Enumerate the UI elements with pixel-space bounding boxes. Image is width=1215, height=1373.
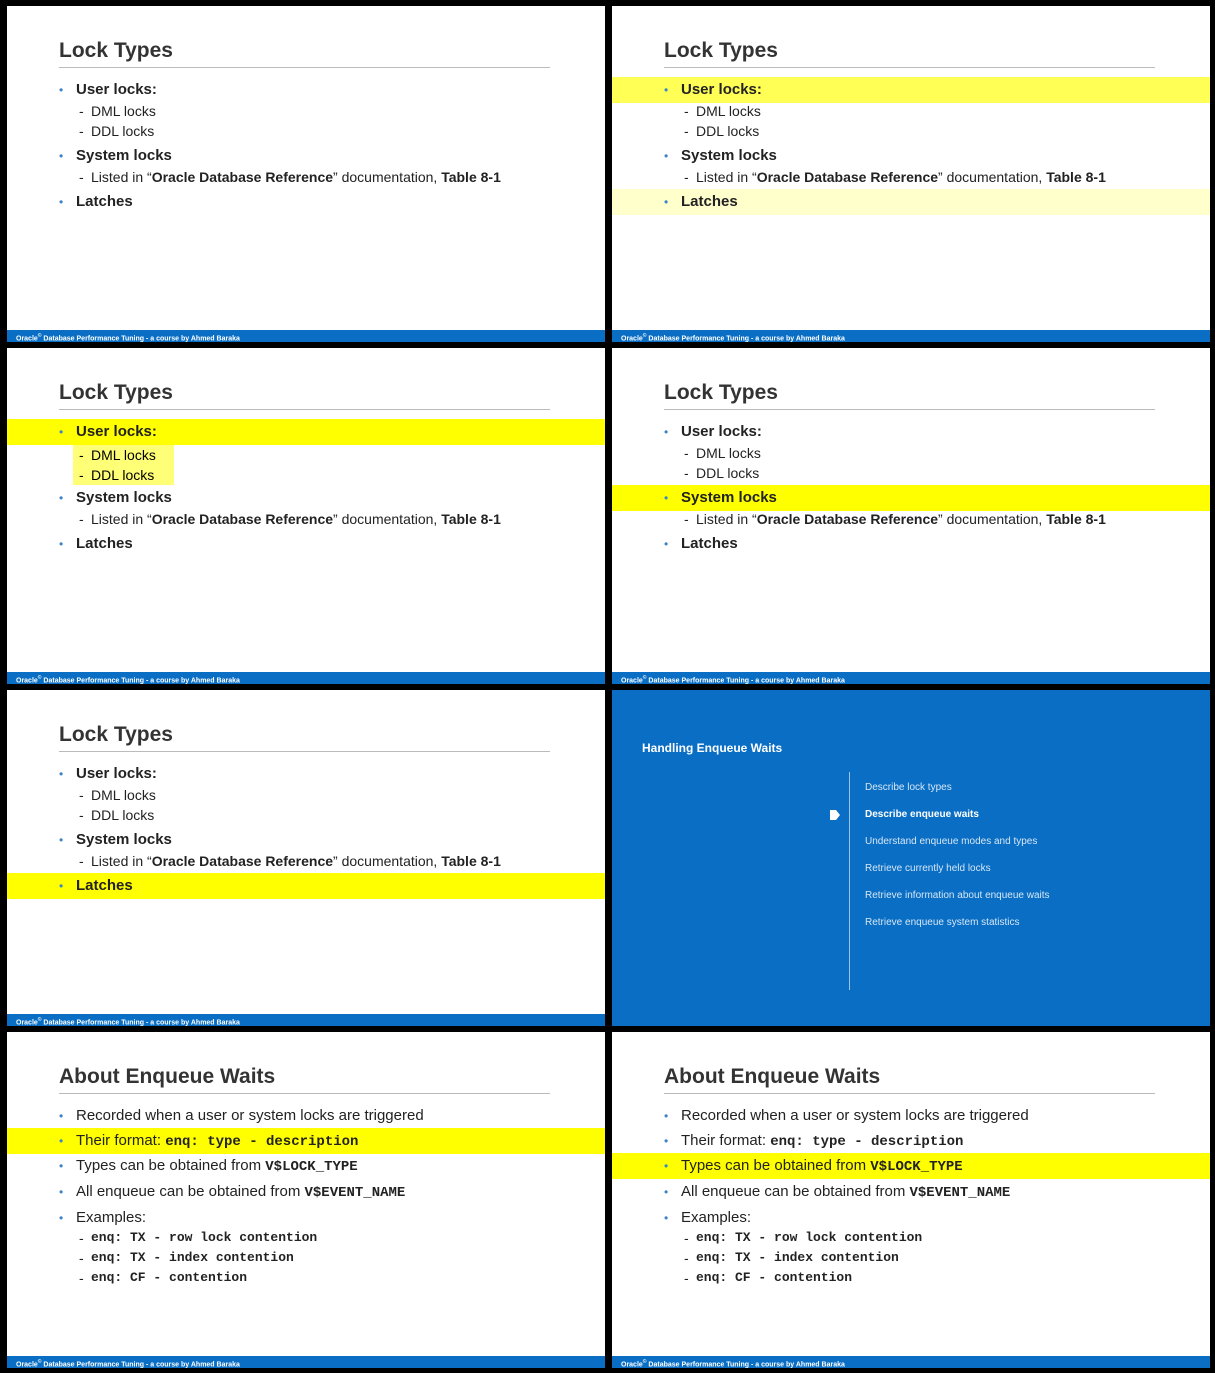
bullet-system-locks: • System locks bbox=[612, 143, 1210, 169]
bullet-format: • Their format: enq: type - description bbox=[612, 1128, 1210, 1154]
user-locks-text: User locks: bbox=[681, 81, 762, 98]
sub-ddl: - DDL locks bbox=[79, 807, 155, 823]
current-item-arrow-icon bbox=[829, 809, 841, 821]
bullet-user-locks: • User locks: bbox=[7, 761, 605, 787]
listed-prefix: Listed in “ bbox=[696, 511, 757, 527]
footer-text: Database Performance Tuning - a course by Ahmed Baraka bbox=[41, 335, 240, 342]
listed-mid: ” documentation, bbox=[938, 169, 1047, 185]
types-prefix: Types can be obtained from bbox=[681, 1157, 871, 1174]
examples-text: Examples: bbox=[681, 1209, 752, 1226]
slide-lock-types-4 bbox=[612, 348, 1210, 684]
footer-sup: © bbox=[37, 1359, 42, 1365]
ddl-text: DDL locks bbox=[91, 123, 155, 139]
slide-lock-types-5 bbox=[7, 690, 605, 1026]
footer-text: Database Performance Tuning - a course by Ahmed Baraka bbox=[646, 1361, 845, 1368]
footer-sup: © bbox=[37, 675, 42, 681]
all-prefix: All enqueue can be obtained from bbox=[681, 1183, 910, 1200]
format-code: enq: type - description bbox=[770, 1134, 964, 1150]
listed-ref: Oracle Database Reference bbox=[151, 511, 334, 527]
listed-text bbox=[91, 851, 501, 871]
example-2: - enq: TX - index contention bbox=[684, 1250, 899, 1266]
slide-footer bbox=[7, 672, 605, 684]
user-locks-text: User locks: bbox=[76, 81, 157, 98]
footer-text: Database Performance Tuning - a course by Ahmed Baraka bbox=[41, 1019, 240, 1026]
slide-title: Lock Types bbox=[664, 39, 1155, 68]
bullet-latches: • Latches bbox=[612, 531, 1210, 557]
sub-listed: - Listed in “Oracle Database Reference” documentation, Table 8-1 bbox=[79, 853, 501, 869]
sub-ddl: - DDL locks bbox=[684, 123, 760, 139]
bullet-user-locks: • User locks: bbox=[7, 419, 605, 445]
bullet-latches: • Latches bbox=[612, 189, 1210, 215]
bullet-user-locks: • User locks: bbox=[612, 77, 1210, 103]
listed-text bbox=[696, 509, 1106, 529]
listed-text bbox=[696, 167, 1106, 187]
bullet-system-locks: • System locks bbox=[7, 485, 605, 511]
example-1: - enq: TX - row lock contention bbox=[79, 1230, 318, 1246]
slide-footer bbox=[7, 1014, 605, 1026]
example-2-text: enq: TX - index contention bbox=[696, 1250, 899, 1265]
examples-text: Examples: bbox=[76, 1209, 147, 1226]
listed-mid: ” documentation, bbox=[333, 853, 442, 869]
footer-sup: © bbox=[37, 1017, 42, 1023]
format-text bbox=[681, 1128, 963, 1155]
agenda-item-enqueue-info: Retrieve information about enqueue waits bbox=[865, 890, 1050, 901]
all-enqueue-text bbox=[681, 1179, 1010, 1206]
all-code: V$EVENT_NAME bbox=[304, 1185, 406, 1201]
agenda-title: Handling Enqueue Waits bbox=[642, 741, 783, 755]
listed-text bbox=[91, 167, 501, 187]
listed-mid: ” documentation, bbox=[333, 169, 442, 185]
sub-dml: - DML locks bbox=[79, 103, 156, 119]
system-locks-text: System locks bbox=[681, 147, 777, 164]
bullet-examples: • Examples: bbox=[7, 1205, 605, 1231]
bullet-types: • Types can be obtained from V$LOCK_TYPE bbox=[7, 1153, 605, 1179]
example-2: - enq: TX - index contention bbox=[79, 1250, 294, 1266]
agenda-item-enqueue-modes: Understand enqueue modes and types bbox=[865, 836, 1038, 847]
latches-text: Latches bbox=[681, 193, 738, 210]
system-locks-text: System locks bbox=[681, 489, 777, 506]
example-1: - enq: TX - row lock contention bbox=[684, 1230, 923, 1246]
recorded-text: Recorded when a user or system locks are triggered bbox=[76, 1107, 424, 1124]
slide-footer bbox=[612, 330, 1210, 342]
listed-prefix: Listed in “ bbox=[91, 511, 152, 527]
listed-table: Table 8-1 bbox=[1046, 169, 1106, 185]
slide-footer bbox=[7, 330, 605, 342]
bullet-recorded: • Recorded when a user or system locks are triggered bbox=[612, 1103, 1210, 1129]
bullet-latches: • Latches bbox=[7, 189, 605, 215]
bullet-user-locks: • User locks: bbox=[612, 419, 1210, 445]
slide-title: About Enqueue Waits bbox=[59, 1065, 550, 1094]
listed-text bbox=[91, 509, 501, 529]
listed-ref: Oracle Database Reference bbox=[151, 169, 334, 185]
slide-lock-types-3 bbox=[7, 348, 605, 684]
types-code: V$LOCK_TYPE bbox=[870, 1159, 963, 1175]
slide-lock-types-1 bbox=[7, 6, 605, 342]
types-text bbox=[76, 1153, 358, 1180]
sub-listed: - Listed in “Oracle Database Reference” documentation, Table 8-1 bbox=[79, 169, 501, 185]
format-prefix: Their format: bbox=[681, 1132, 771, 1149]
all-enqueue-text bbox=[76, 1179, 405, 1206]
footer-brand: Oracle bbox=[16, 335, 38, 342]
agenda-divider bbox=[849, 772, 850, 990]
footer-sup: © bbox=[642, 1359, 647, 1365]
listed-ref: Oracle Database Reference bbox=[756, 511, 939, 527]
listed-table: Table 8-1 bbox=[441, 169, 501, 185]
sub-dml: - DML locks bbox=[684, 445, 761, 461]
slide-footer bbox=[612, 1356, 1210, 1368]
agenda-item-held-locks: Retrieve currently held locks bbox=[865, 863, 991, 874]
types-prefix: Types can be obtained from bbox=[76, 1157, 266, 1174]
footer-sup: © bbox=[642, 675, 647, 681]
sub-dml: - DML locks bbox=[73, 445, 174, 465]
bullet-system-locks: • System locks bbox=[612, 485, 1210, 511]
bullet-all-enqueue: • All enqueue can be obtained from V$EVENT_NAME bbox=[612, 1179, 1210, 1205]
sub-dml: - DML locks bbox=[684, 103, 761, 119]
slide-agenda bbox=[612, 690, 1210, 1026]
bullet-format: • Their format: enq: type - description bbox=[7, 1128, 605, 1154]
ddl-text: DDL locks bbox=[696, 123, 760, 139]
sub-dml: - DML locks bbox=[79, 787, 156, 803]
ddl-text: DDL locks bbox=[91, 467, 155, 483]
bullet-latches: • Latches bbox=[7, 531, 605, 557]
dml-text: DML locks bbox=[91, 447, 156, 463]
sub-listed: - Listed in “Oracle Database Reference” documentation, Table 8-1 bbox=[684, 169, 1106, 185]
footer-text: Database Performance Tuning - a course by Ahmed Baraka bbox=[646, 677, 845, 684]
footer-brand: Oracle bbox=[16, 1361, 38, 1368]
slide-title: Lock Types bbox=[59, 723, 550, 752]
example-3-text: enq: CF - contention bbox=[696, 1270, 853, 1285]
example-3: - enq: CF - contention bbox=[684, 1270, 853, 1286]
footer-brand: Oracle bbox=[621, 1361, 643, 1368]
listed-mid: ” documentation, bbox=[938, 511, 1047, 527]
format-prefix: Their format: bbox=[76, 1132, 166, 1149]
example-2-text: enq: TX - index contention bbox=[91, 1250, 294, 1265]
types-code: V$LOCK_TYPE bbox=[265, 1159, 358, 1175]
listed-prefix: Listed in “ bbox=[91, 169, 152, 185]
agenda-item-lock-types: Describe lock types bbox=[865, 782, 952, 793]
listed-table: Table 8-1 bbox=[1046, 511, 1106, 527]
slide-footer bbox=[7, 1356, 605, 1368]
sub-ddl: - DDL locks bbox=[79, 123, 155, 139]
footer-brand: Oracle bbox=[621, 335, 643, 342]
bullet-system-locks: • System locks bbox=[7, 143, 605, 169]
slide-enqueue-1 bbox=[7, 1032, 605, 1368]
slide-title: Lock Types bbox=[664, 381, 1155, 410]
bullet-all-enqueue: • All enqueue can be obtained from V$EVENT_NAME bbox=[7, 1179, 605, 1205]
footer-text: Database Performance Tuning - a course by Ahmed Baraka bbox=[41, 1361, 240, 1368]
latches-text: Latches bbox=[681, 535, 738, 552]
latches-text: Latches bbox=[76, 193, 133, 210]
user-locks-text: User locks: bbox=[681, 423, 762, 440]
bullet-examples: • Examples: bbox=[612, 1205, 1210, 1231]
sub-listed: - Listed in “Oracle Database Reference” documentation, Table 8-1 bbox=[79, 511, 501, 527]
listed-prefix: Listed in “ bbox=[696, 169, 757, 185]
listed-ref: Oracle Database Reference bbox=[756, 169, 939, 185]
ddl-text: DDL locks bbox=[696, 465, 760, 481]
slide-footer bbox=[612, 672, 1210, 684]
bullet-system-locks: • System locks bbox=[7, 827, 605, 853]
bullet-recorded: • Recorded when a user or system locks are triggered bbox=[7, 1103, 605, 1129]
system-locks-text: System locks bbox=[76, 489, 172, 506]
user-locks-text: User locks: bbox=[76, 423, 157, 440]
latches-text: Latches bbox=[76, 877, 133, 894]
all-prefix: All enqueue can be obtained from bbox=[76, 1183, 305, 1200]
example-3-text: enq: CF - contention bbox=[91, 1270, 248, 1285]
sub-ddl: - DDL locks bbox=[684, 465, 760, 481]
example-1-text: enq: TX - row lock contention bbox=[696, 1230, 923, 1245]
footer-sup: © bbox=[37, 333, 42, 339]
bullet-user-locks: • User locks: bbox=[7, 77, 605, 103]
bullet-types: • Types can be obtained from V$LOCK_TYPE bbox=[612, 1153, 1210, 1179]
agenda-item-system-stats: Retrieve enqueue system statistics bbox=[865, 917, 1020, 928]
bullet-latches: • Latches bbox=[7, 873, 605, 899]
footer-text: Database Performance Tuning - a course by Ahmed Baraka bbox=[646, 335, 845, 342]
dml-text: DML locks bbox=[696, 103, 761, 119]
footer-brand: Oracle bbox=[621, 677, 643, 684]
dml-text: DML locks bbox=[91, 103, 156, 119]
system-locks-text: System locks bbox=[76, 831, 172, 848]
example-1-text: enq: TX - row lock contention bbox=[91, 1230, 318, 1245]
all-code: V$EVENT_NAME bbox=[909, 1185, 1011, 1201]
latches-text: Latches bbox=[76, 535, 133, 552]
footer-brand: Oracle bbox=[16, 1019, 38, 1026]
system-locks-text: System locks bbox=[76, 147, 172, 164]
sub-listed: - Listed in “Oracle Database Reference” documentation, Table 8-1 bbox=[684, 511, 1106, 527]
slide-enqueue-2 bbox=[612, 1032, 1210, 1368]
footer-brand: Oracle bbox=[16, 677, 38, 684]
dml-text: DML locks bbox=[91, 787, 156, 803]
slide-title: Lock Types bbox=[59, 39, 550, 68]
listed-mid: ” documentation, bbox=[333, 511, 442, 527]
footer-sup: © bbox=[642, 333, 647, 339]
footer-text: Database Performance Tuning - a course by Ahmed Baraka bbox=[41, 677, 240, 684]
format-text bbox=[76, 1128, 358, 1155]
format-code: enq: type - description bbox=[165, 1134, 359, 1150]
slide-lock-types-2 bbox=[612, 6, 1210, 342]
types-text bbox=[681, 1153, 963, 1180]
sub-ddl: - DDL locks bbox=[73, 465, 174, 485]
listed-ref: Oracle Database Reference bbox=[151, 853, 334, 869]
ddl-text: DDL locks bbox=[91, 807, 155, 823]
recorded-text: Recorded when a user or system locks are triggered bbox=[681, 1107, 1029, 1124]
listed-table: Table 8-1 bbox=[441, 853, 501, 869]
slide-title: About Enqueue Waits bbox=[664, 1065, 1155, 1094]
dml-text: DML locks bbox=[696, 445, 761, 461]
agenda-item-enqueue-waits: Describe enqueue waits bbox=[865, 809, 979, 820]
listed-table: Table 8-1 bbox=[441, 511, 501, 527]
listed-prefix: Listed in “ bbox=[91, 853, 152, 869]
slide-title: Lock Types bbox=[59, 381, 550, 410]
example-3: - enq: CF - contention bbox=[79, 1270, 248, 1286]
user-locks-text: User locks: bbox=[76, 765, 157, 782]
